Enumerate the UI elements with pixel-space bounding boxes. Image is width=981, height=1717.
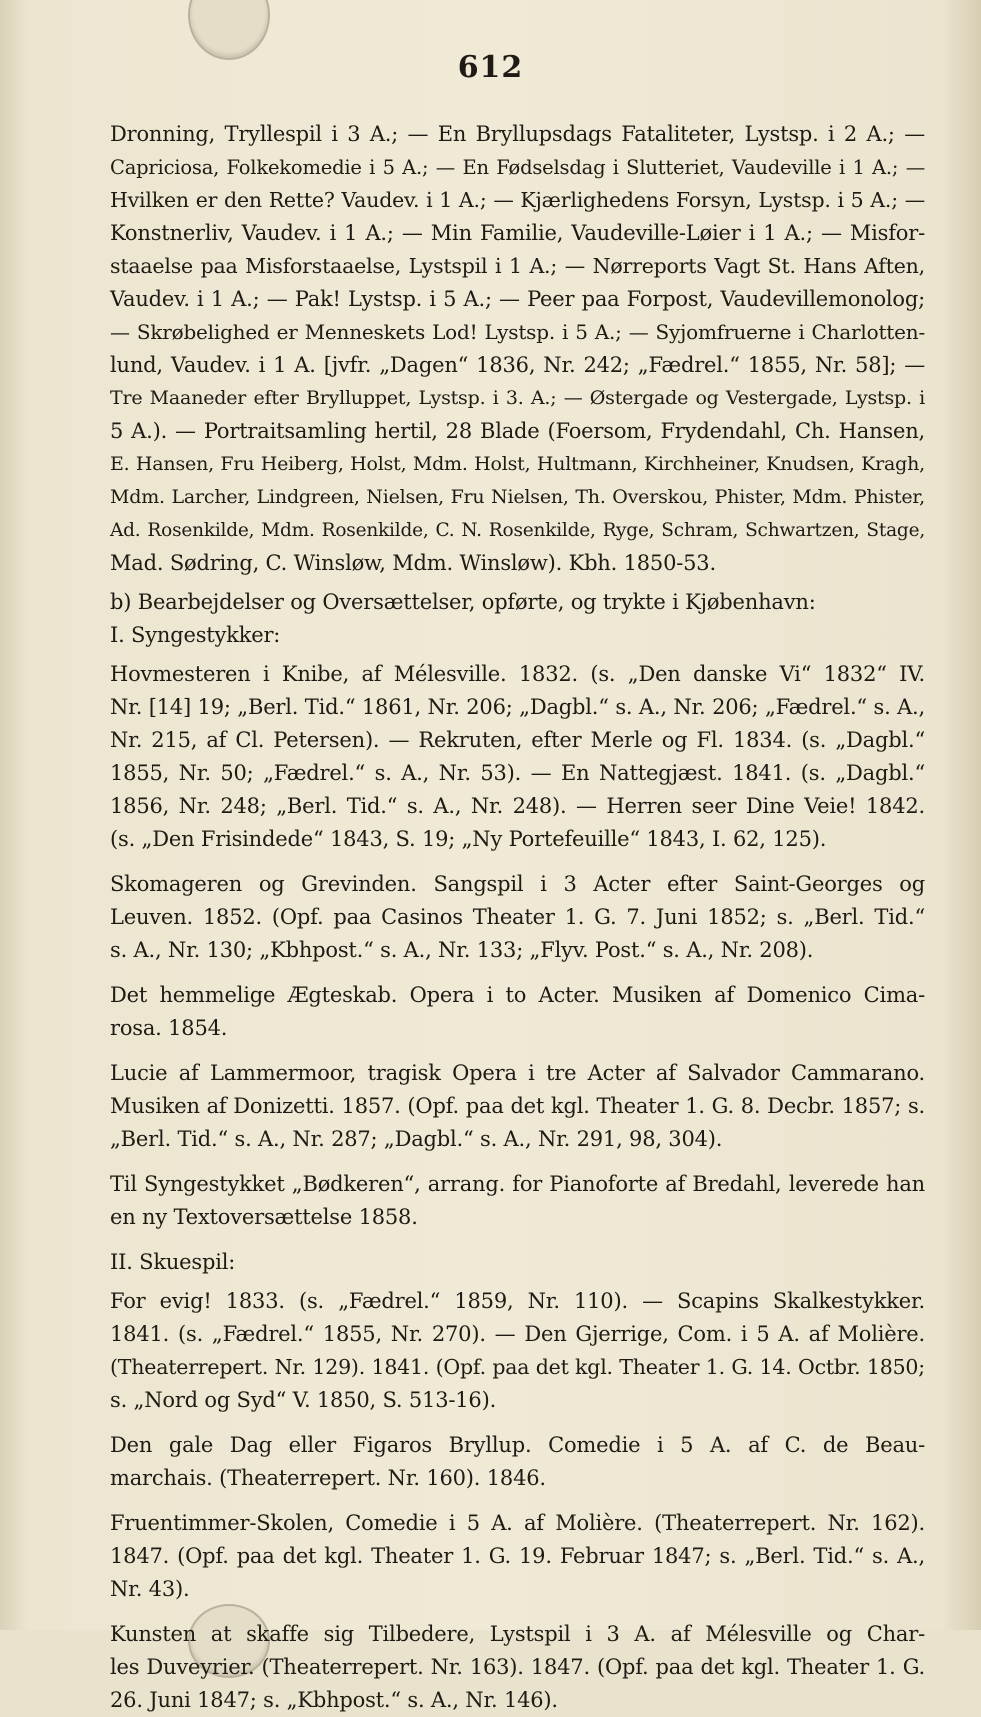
text-line: Mdm. Larcher, Lindgreen, Nielsen, Fru Nielsen, Th. Overskou, Phister, Mdm. Phister, xyxy=(110,486,925,508)
text-line: Skomageren og Grevinden. Sangspil i 3 Acter efter Saint-Georges og xyxy=(110,872,925,896)
text-line: marchais. (Theaterrepert. Nr. 160). 1846. xyxy=(110,1466,546,1490)
text-line: 1841. (s. „Fædrel.“ 1855, Nr. 270). — Den Gjerrige, Com. i 5 A. af Molière. xyxy=(110,1322,925,1346)
text-line: les Duveyrier. (Theaterrepert. Nr. 163). 1847. (Opf. paa det kgl. Theater 1. G. xyxy=(110,1655,925,1679)
text-line: Nr. 215, af Cl. Petersen). — Rekruten, efter Merle og Fl. 1834. (s. „Dagbl.“ xyxy=(110,728,925,752)
paragraph xyxy=(110,118,925,580)
text-line: lund, Vaudev. i 1 A. [jvfr. „Dagen“ 1836, Nr. 242; „Fædrel.“ 1855, Nr. 58]; — xyxy=(110,353,925,377)
page-number: 612 xyxy=(457,50,524,85)
paragraph xyxy=(110,658,925,856)
text-line: b) Bearbejdelser og Oversættelser, opførte, og trykte i Kjøbenhavn: xyxy=(110,590,816,614)
text-line: Lucie af Lammermoor, tragisk Opera i tre Acter af Salvador Cammarano. xyxy=(110,1061,925,1085)
text-line: en ny Textoversættelse 1858. xyxy=(110,1205,418,1229)
text-line: Musiken af Donizetti. 1857. (Opf. paa det kgl. Theater 1. G. 8. Decbr. 1857; s. xyxy=(110,1094,925,1118)
text-line: II. Skuespil: xyxy=(110,1250,236,1274)
text-line: Det hemmelige Ægteskab. Opera i to Acter. Musiken af Domenico Cima- xyxy=(110,983,925,1007)
paragraph xyxy=(110,1285,925,1417)
paragraph xyxy=(110,868,925,967)
text-line: Hovmesteren i Knibe, af Mélesville. 1832. (s. „Den danske Vi“ 1832“ IV. xyxy=(110,662,925,686)
text-line: Kunsten at skaffe sig Tilbedere, Lystspil i 3 A. af Mélesville og Char- xyxy=(110,1622,925,1646)
text-line: „Berl. Tid.“ s. A., Nr. 287; „Dagbl.“ s. A., Nr. 291, 98, 304). xyxy=(110,1127,723,1151)
text-line: (s. „Den Frisindede“ 1843, S. 19; „Ny Portefeuille“ 1843, I. 62, 125). xyxy=(110,827,827,851)
text-line: Tre Maaneder efter Brylluppet, Lystsp. i 3. A.; — Østergade og Vestergade, Lystsp. i xyxy=(110,387,925,409)
text-line: 1855, Nr. 50; „Fædrel.“ s. A., Nr. 53). — En Nattegjæst. 1841. (s. „Dagbl.“ xyxy=(110,761,925,785)
text-line: Den gale Dag eller Figaros Bryllup. Comedie i 5 A. af C. de Beau- xyxy=(110,1433,925,1457)
text-line: (Theaterrepert. Nr. 129). 1841. (Opf. paa det kgl. Theater 1. G. 14. Octbr. 1850; xyxy=(110,1355,925,1379)
text-line: 1856, Nr. 248; „Berl. Tid.“ s. A., Nr. 248). — Herren seer Dine Veie! 1842. xyxy=(110,794,925,818)
text-line: Dronning, Tryllespil i 3 A.; — En Bryllupsdags Fataliteter, Lystsp. i 2 A.; — xyxy=(110,122,925,146)
text-line: rosa. 1854. xyxy=(110,1016,228,1040)
text-line: Hvilken er den Rette? Vaudev. i 1 A.; — Kjærlighedens Forsyn, Lystsp. i 5 A.; — xyxy=(110,188,925,212)
subsection-heading xyxy=(110,1246,925,1279)
paragraph xyxy=(110,1168,925,1234)
text-line: Nr. [14] 19; „Berl. Tid.“ 1861, Nr. 206; „Dagbl.“ s. A., Nr. 206; „Fædrel.“ s. A., xyxy=(110,695,925,719)
paragraph xyxy=(110,1057,925,1156)
text-line: Mad. Sødring, C. Winsløw, Mdm. Winsløw). Kbh. 1850-53. xyxy=(110,551,716,575)
text-line: Nr. 43). xyxy=(110,1577,190,1601)
text-line: Fruentimmer-Skolen, Comedie i 5 A. af Molière. (Theaterrepert. Nr. 162). xyxy=(110,1511,925,1535)
text-line: Ad. Rosenkilde, Mdm. Rosenkilde, C. N. Rosenkilde, Ryge, Schram, Schwartzen, Stage, xyxy=(110,520,925,541)
paragraph xyxy=(110,1429,925,1495)
paragraph xyxy=(110,979,925,1045)
text-line: s. A., Nr. 130; „Kbhpost.“ s. A., Nr. 133; „Flyv. Post.“ s. A., Nr. 208). xyxy=(110,938,814,962)
text-line: For evig! 1833. (s. „Fædrel.“ 1859, Nr. 110). — Scapins Skalkestykker. xyxy=(110,1289,925,1313)
text-line: 26. Juni 1847; s. „Kbhpost.“ s. A., Nr. 146). xyxy=(110,1688,558,1712)
text-line: 1847. (Opf. paa det kgl. Theater 1. G. 19. Februar 1847; s. „Berl. Tid.“ s. A., xyxy=(110,1544,925,1568)
text-line: Konstnerliv, Vaudev. i 1 A.; — Min Familie, Vaudeville-Løier i 1 A.; — Misfor- xyxy=(110,221,925,245)
text-line: — Skrøbelighed er Menneskets Lod! Lystsp. i 5 A.; — Syjomfruerne i Charlotten- xyxy=(110,320,925,344)
text-line: s. „Nord og Syd“ V. 1850, S. 513-16). xyxy=(110,1388,497,1412)
text-line: I. Syngestykker: xyxy=(110,623,281,647)
text-line: Capriciosa, Folkekomedie i 5 A.; — En Fødselsdag i Slutteriet, Vaudeville i 1 A.; — xyxy=(110,156,925,179)
text-line: Vaudev. i 1 A.; — Pak! Lystsp. i 5 A.; — Peer paa Forpost, Vaudevillemonolog; xyxy=(110,287,925,311)
page-text xyxy=(110,118,925,1717)
paragraph xyxy=(110,1507,925,1606)
text-line: 5 A.). — Portraitsamling hertil, 28 Blade (Foersom, Frydendahl, Ch. Hansen, xyxy=(110,419,925,443)
text-line: E. Hansen, Fru Heiberg, Holst, Mdm. Holst, Hultmann, Kirchheiner, Knudsen, Kragh, xyxy=(110,453,925,475)
paragraph xyxy=(110,1618,925,1717)
text-line: Til Syngestykket „Bødkeren“, arrang. for Pianoforte af Bredahl, leverede han xyxy=(110,1172,925,1196)
text-line: Leuven. 1852. (Opf. paa Casinos Theater 1. G. 7. Juni 1852; s. „Berl. Tid.“ xyxy=(110,905,925,929)
subsection-heading xyxy=(110,619,925,652)
section-heading xyxy=(110,586,925,619)
text-line: staaelse paa Misforstaaelse, Lystspil i 1 A.; — Nørreports Vagt St. Hans Aften, xyxy=(110,254,925,278)
